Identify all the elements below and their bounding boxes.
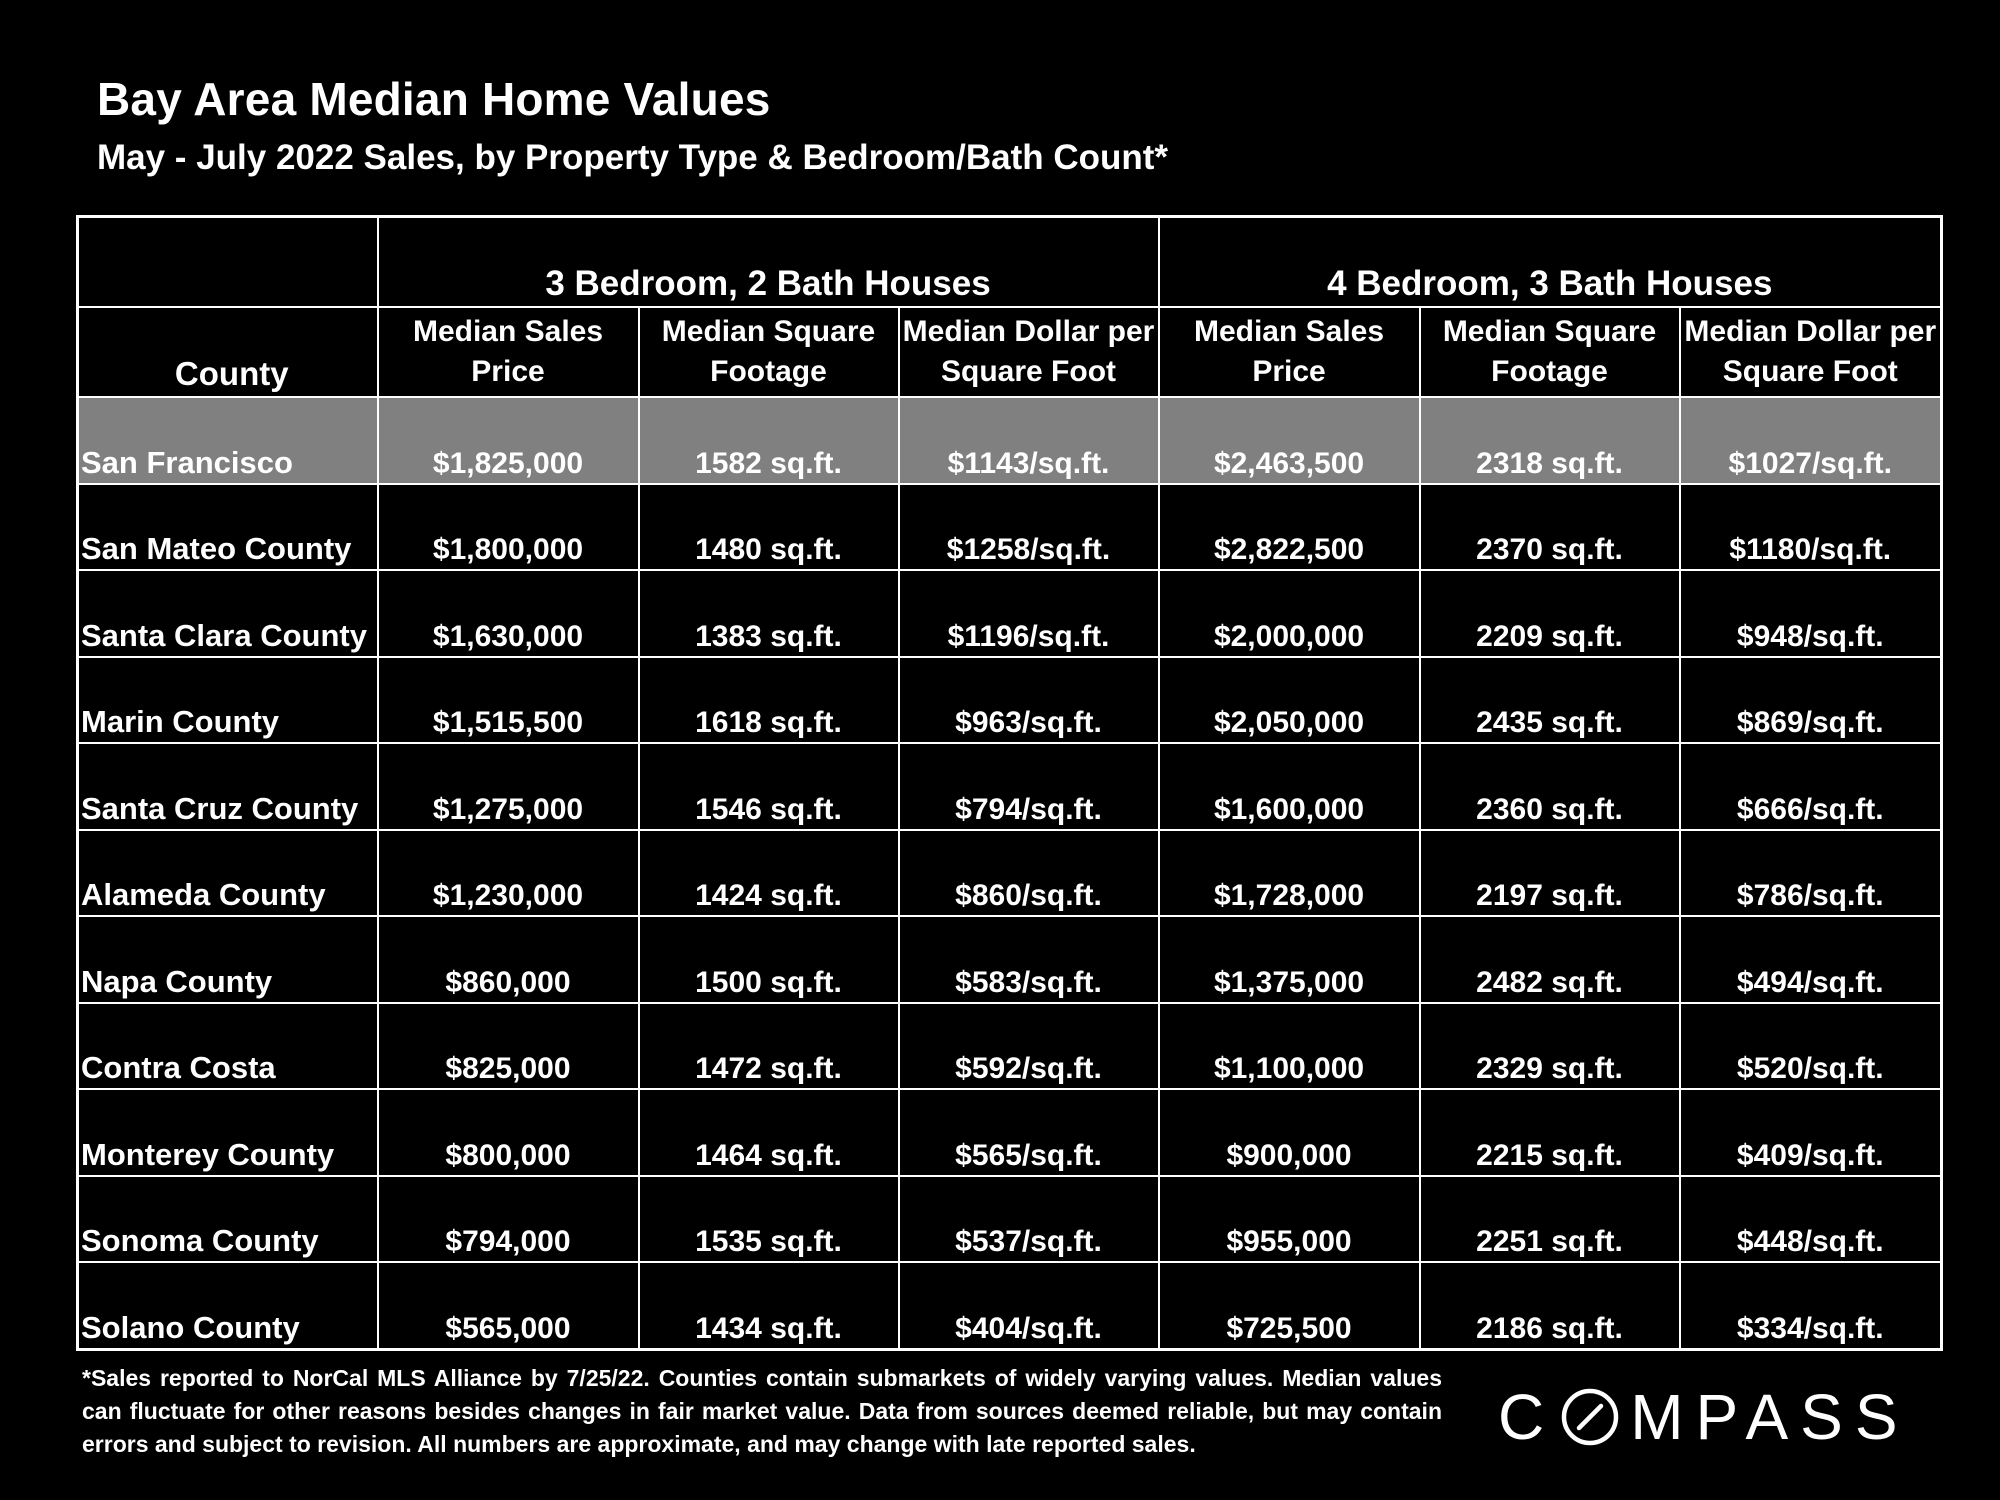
column-header-4bed-dollar-per-sqft: Median Dollar per Square Foot — [1680, 307, 1942, 397]
value-cell: $955,000 — [1159, 1176, 1420, 1263]
blank-corner-cell — [78, 217, 378, 308]
value-cell: $1258/sq.ft. — [899, 484, 1159, 571]
compass-o-icon — [1560, 1387, 1620, 1447]
value-cell: $2,000,000 — [1159, 570, 1420, 657]
value-cell: $1,800,000 — [378, 484, 639, 571]
value-cell: $869/sq.ft. — [1680, 657, 1942, 744]
value-cell: 1383 sq.ft. — [639, 570, 899, 657]
value-cell: $1,375,000 — [1159, 916, 1420, 1003]
table-row — [78, 1003, 1942, 1090]
value-cell: $494/sq.ft. — [1680, 916, 1942, 1003]
value-cell: $1,728,000 — [1159, 830, 1420, 917]
value-cell: $1,275,000 — [378, 743, 639, 830]
county-cell: Santa Clara County — [78, 570, 378, 657]
value-cell: $565,000 — [378, 1262, 639, 1349]
value-cell: $2,463,500 — [1159, 397, 1420, 484]
value-cell: $900,000 — [1159, 1089, 1420, 1176]
home-values-table — [76, 215, 1943, 1351]
value-cell: $825,000 — [378, 1003, 639, 1090]
value-cell: 2186 sq.ft. — [1420, 1262, 1680, 1349]
value-cell: 2197 sq.ft. — [1420, 830, 1680, 917]
value-cell: $1,825,000 — [378, 397, 639, 484]
value-cell: $800,000 — [378, 1089, 639, 1176]
county-cell: Monterey County — [78, 1089, 378, 1176]
value-cell: 1472 sq.ft. — [639, 1003, 899, 1090]
value-cell: $1,100,000 — [1159, 1003, 1420, 1090]
county-cell: Napa County — [78, 916, 378, 1003]
value-cell: 1546 sq.ft. — [639, 743, 899, 830]
value-cell: 1582 sq.ft. — [639, 397, 899, 484]
value-cell: 2435 sq.ft. — [1420, 657, 1680, 744]
table-body — [78, 397, 1942, 1349]
county-cell: San Mateo County — [78, 484, 378, 571]
value-cell: $860/sq.ft. — [899, 830, 1159, 917]
county-cell: Marin County — [78, 657, 378, 744]
value-cell: 1434 sq.ft. — [639, 1262, 899, 1349]
value-cell: 2215 sq.ft. — [1420, 1089, 1680, 1176]
page-subtitle: May - July 2022 Sales, by Property Type & Bedroom/Bath Count* — [97, 138, 1169, 177]
column-header-4bed-price: Median Sales Price — [1159, 307, 1420, 397]
footnote: *Sales reported to NorCal MLS Alliance by 7/25/22. Counties contain submarkets of widely varying values. Median values can fluctuate for other reasons besides changes in fair market value. Data from sources deemed reliable, but may contain errors and subject to revision. All numbers are approximate, and may change with late reported sales. — [82, 1365, 1442, 1457]
value-cell: 2370 sq.ft. — [1420, 484, 1680, 571]
value-cell: $1143/sq.ft. — [899, 397, 1159, 484]
column-header-3bed-sqft: Median Square Footage — [639, 307, 899, 397]
column-header-county: County — [78, 307, 378, 397]
value-cell: $1180/sq.ft. — [1680, 484, 1942, 571]
value-cell: $1196/sq.ft. — [899, 570, 1159, 657]
group-header-3bed: 3 Bedroom, 2 Bath Houses — [378, 217, 1159, 308]
value-cell: $860,000 — [378, 916, 639, 1003]
county-cell: Santa Cruz County — [78, 743, 378, 830]
table-row — [78, 1262, 1942, 1349]
column-header-4bed-sqft: Median Square Footage — [1420, 307, 1680, 397]
value-cell: $1,230,000 — [378, 830, 639, 917]
compass-logo — [1498, 1381, 1910, 1453]
value-cell: $448/sq.ft. — [1680, 1176, 1942, 1263]
value-cell: $334/sq.ft. — [1680, 1262, 1942, 1349]
table-row — [78, 916, 1942, 1003]
county-cell: San Francisco — [78, 397, 378, 484]
value-cell: $583/sq.ft. — [899, 916, 1159, 1003]
column-header-3bed-dollar-per-sqft: Median Dollar per Square Foot — [899, 307, 1159, 397]
value-cell: 1500 sq.ft. — [639, 916, 899, 1003]
group-header-4bed: 4 Bedroom, 3 Bath Houses — [1159, 217, 1942, 308]
table-row — [78, 484, 1942, 571]
logo-text-right: MPASS — [1630, 1381, 1910, 1453]
value-cell: $948/sq.ft. — [1680, 570, 1942, 657]
value-cell: $2,822,500 — [1159, 484, 1420, 571]
value-cell: $520/sq.ft. — [1680, 1003, 1942, 1090]
value-cell: 2482 sq.ft. — [1420, 916, 1680, 1003]
value-cell: 2251 sq.ft. — [1420, 1176, 1680, 1263]
value-cell: 1535 sq.ft. — [639, 1176, 899, 1263]
value-cell: $2,050,000 — [1159, 657, 1420, 744]
value-cell: $565/sq.ft. — [899, 1089, 1159, 1176]
table-row — [78, 657, 1942, 744]
page-title: Bay Area Median Home Values — [97, 73, 771, 125]
value-cell: $725,500 — [1159, 1262, 1420, 1349]
value-cell: 1424 sq.ft. — [639, 830, 899, 917]
county-cell: Alameda County — [78, 830, 378, 917]
value-cell: 2318 sq.ft. — [1420, 397, 1680, 484]
county-cell: Contra Costa — [78, 1003, 378, 1090]
logo-text-left: C — [1498, 1381, 1557, 1453]
table-row — [78, 743, 1942, 830]
value-cell: $1,600,000 — [1159, 743, 1420, 830]
county-cell: Solano County — [78, 1262, 378, 1349]
column-header-row — [78, 307, 1942, 397]
value-cell: $786/sq.ft. — [1680, 830, 1942, 917]
value-cell: 1480 sq.ft. — [639, 484, 899, 571]
value-cell: 1464 sq.ft. — [639, 1089, 899, 1176]
table-row — [78, 830, 1942, 917]
table-row — [78, 1176, 1942, 1263]
county-cell: Sonoma County — [78, 1176, 378, 1263]
column-header-3bed-price: Median Sales Price — [378, 307, 639, 397]
value-cell: $963/sq.ft. — [899, 657, 1159, 744]
table-row — [78, 397, 1942, 484]
value-cell: $1,630,000 — [378, 570, 639, 657]
value-cell: $409/sq.ft. — [1680, 1089, 1942, 1176]
value-cell: $1027/sq.ft. — [1680, 397, 1942, 484]
value-cell: 2329 sq.ft. — [1420, 1003, 1680, 1090]
table-row — [78, 1089, 1942, 1176]
value-cell: 2360 sq.ft. — [1420, 743, 1680, 830]
value-cell: $794/sq.ft. — [899, 743, 1159, 830]
group-header-row — [78, 217, 1942, 308]
value-cell: 2209 sq.ft. — [1420, 570, 1680, 657]
value-cell: $1,515,500 — [378, 657, 639, 744]
value-cell: $592/sq.ft. — [899, 1003, 1159, 1090]
value-cell: $537/sq.ft. — [899, 1176, 1159, 1263]
value-cell: $666/sq.ft. — [1680, 743, 1942, 830]
value-cell: 1618 sq.ft. — [639, 657, 899, 744]
value-cell: $794,000 — [378, 1176, 639, 1263]
value-cell: $404/sq.ft. — [899, 1262, 1159, 1349]
table-row — [78, 570, 1942, 657]
